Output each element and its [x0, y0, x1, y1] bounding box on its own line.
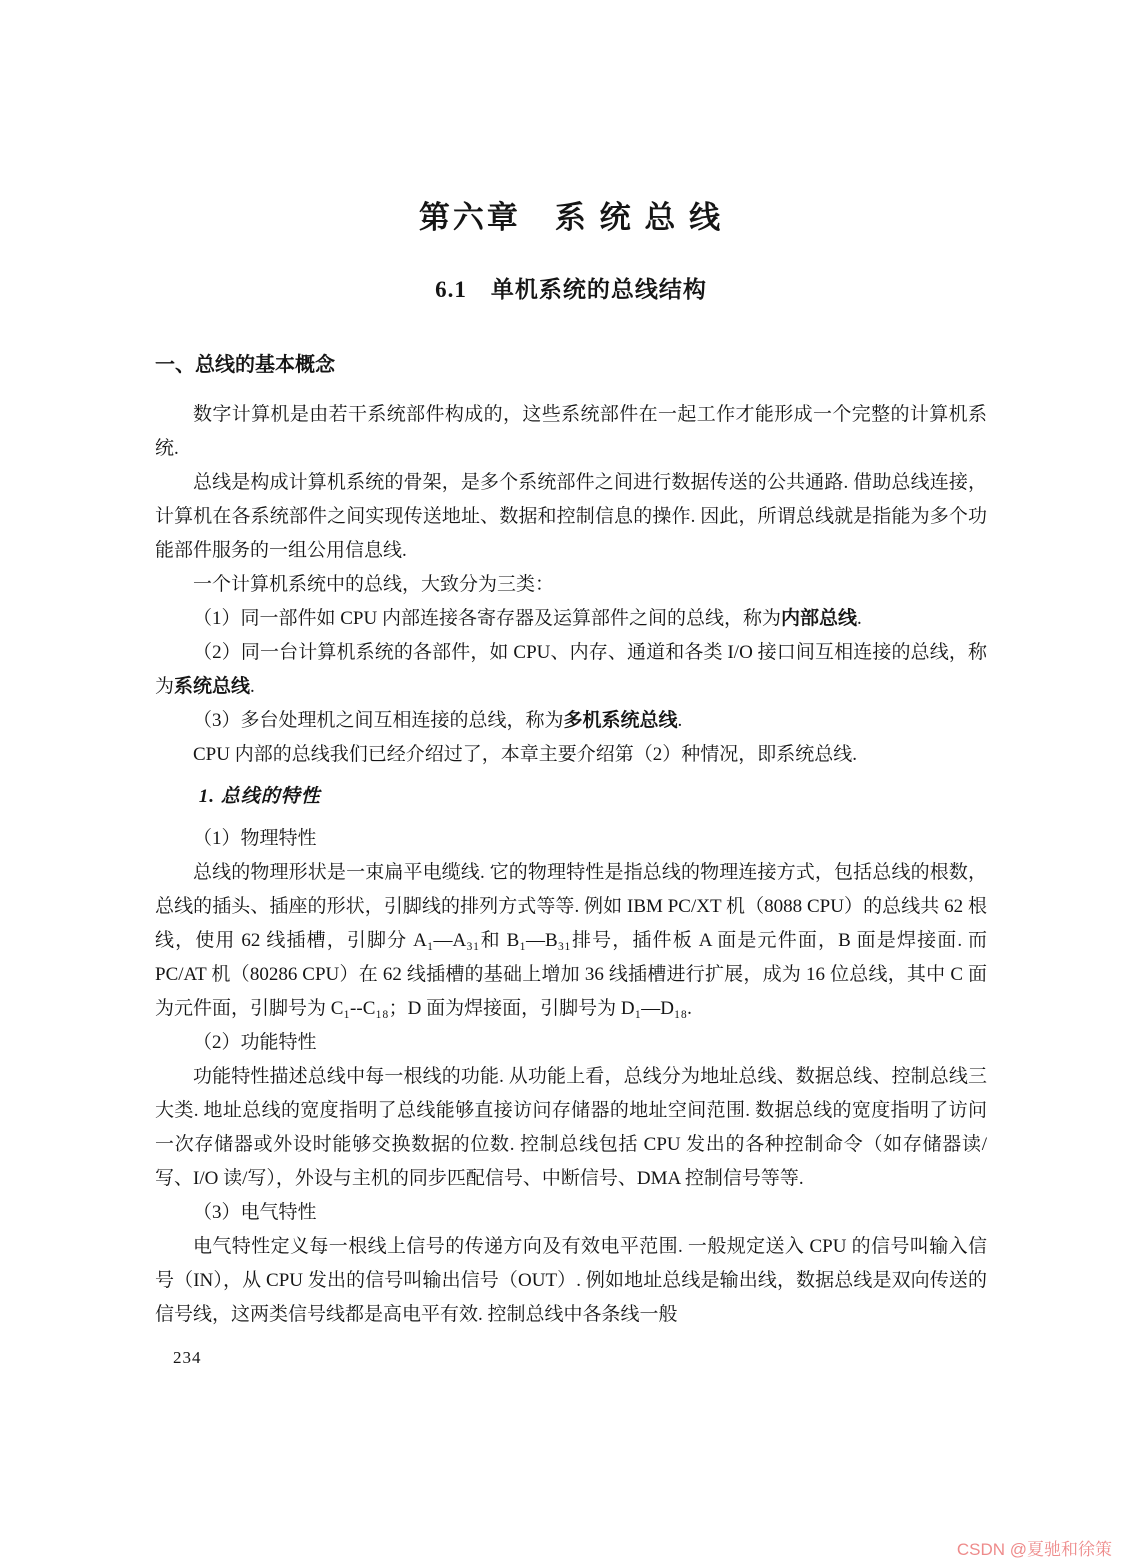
paragraph-physical: 总线的物理形状是一束扁平电缆线. 它的物理特性是指总线的物理连接方式，包括总线的根数，总线的插头、插座的形状，引脚线的排列方式等等. 例如 IBM PC/XT 机（8088 CPU）的总线共 62 根线，使用 62 线插槽，引脚分 A₁—A₃₁和 B₁—B₃₁排号，插件板 A 面是元件面，B 面是焊接面. 而 PC/AT 机（80286 CPU）在 62 线插槽的基础上增加 36 线插槽进行扩展，成为 16 位总线，其中 C 面为元件面，引脚号为 C₁--C₁₈；D 面为焊接面，引脚号为 D₁—D₁₈. [155, 862, 988, 1019]
watermark: CSDN @夏驰和徐策 [956, 1540, 1112, 1559]
document-page [155, 200, 987, 1368]
paragraph-functional: 功能特性描述总线中每一根线的功能. 从功能上看，总线分为地址总线、数据总线、控制总线三大类. 地址总线的宽度指明了总线能够直接访问存储器的地址空间范围. 数据总线的宽度指明了访问一次存储器或外设时能够交换数据的位数. 控制总线包括 CPU 发出的各种控制命令（如存储器读/写、I/O 读/写），外设与主机的同步匹配信号、中断信号、DMA 控制信号等等. [155, 1066, 987, 1189]
heading-bus-properties: 1. 总线的特性 [198, 786, 321, 807]
subheading-electrical: （3）电气特性 [193, 1202, 317, 1223]
paragraph-intro-1: 数字计算机是由若干系统部件构成的，这些系统部件在一起工作才能形成一个完整的计算机系统. [155, 404, 987, 459]
list-item-text: （1）同一部件如 CPU 内部连接各寄存器及运算部件之间的总线，称为 [193, 608, 781, 629]
list-item-system-bus [155, 636, 987, 704]
list-item-internal-bus [155, 602, 987, 636]
chapter-title: 第六章 系 统 总 线 [418, 200, 724, 235]
bold-term-multi-system-bus: 多机系统总线 [563, 710, 678, 731]
bold-term-internal-bus: 内部总线 [780, 608, 857, 629]
section-title: 6.1 单机系统的总线结构 [435, 277, 707, 302]
list-item-multi-system-bus [155, 704, 987, 738]
list-item-text: （3）多台处理机之间互相连接的总线，称为 [193, 710, 564, 731]
list-item-tail: . [250, 676, 255, 697]
paragraph-intro-3: 一个计算机系统中的总线，大致分为三类： [193, 574, 555, 595]
list-item-tail: . [677, 710, 683, 731]
paragraph-intro-4: CPU 内部的总线我们已经介绍过了，本章主要介绍第（2）种情况，即系统总线. [193, 744, 857, 765]
paragraph-intro-2: 总线是构成计算机系统的骨架，是多个系统部件之间进行数据传送的公共通路. 借助总线连接，计算机在各系统部件之间实现传送地址、数据和控制信息的操作. 因此，所谓总线就是指能为多个功能部件服务的一组公用信息线. [155, 472, 987, 561]
list-item-text: （2）同一台计算机系统的各部件，如 CPU、内存、通道和各类 I/O 接口间互相连接的总线，称为 [155, 642, 987, 697]
subheading-functional: （2）功能特性 [193, 1032, 317, 1053]
subheading-physical: （1）物理特性 [193, 828, 317, 849]
page-number: 234 [173, 1348, 202, 1367]
list-item-tail: . [856, 608, 862, 629]
paragraph-electrical: 电气特性定义每一根线上信号的传递方向及有效电平范围. 一般规定送入 CPU 的信号叫输入信号（IN），从 CPU 发出的信号叫输出信号（OUT）. 例如地址总线是输出线，数据总线是双向传送的信号线，这两类信号线都是高电平有效. 控制总线中各条线一般 [155, 1236, 987, 1325]
heading-basic-concepts: 一、总线的基本概念 [155, 354, 335, 376]
bold-term-system-bus: 系统总线 [174, 676, 251, 697]
